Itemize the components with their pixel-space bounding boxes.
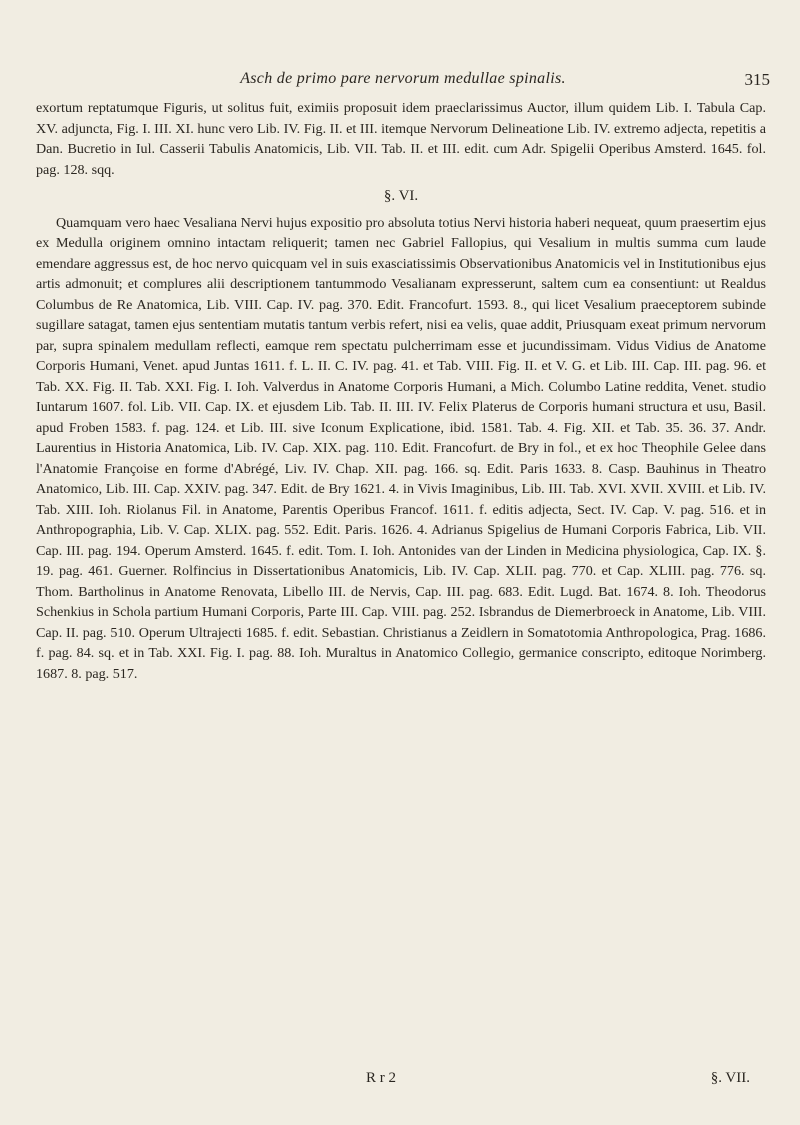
signature-mark: R r 2 <box>366 1070 396 1086</box>
section-heading: §. VI. <box>383 188 419 204</box>
page-header <box>36 70 770 94</box>
paragraph-continuation: exortum reptatumque Figuris, ut solitus fuit, eximiis proposuit idem praeclarissimus Auctor, illum quidem Lib. I. Tabula Cap. XV. adjuncta, Fig. I. III. XI. hunc vero Lib. IV. Fig. II. et III. itemque Nervorum Delineatione Lib. IV. extremo adjecta, repetitis a Dan. Bucretio in Iul. Casserii Tabulis Anatomicis, Lib. VII. Tab. II. et III. edit. cum Adr. Spigelii Operibus Amsterd. 1645. fol. pag. 128. sqq. <box>36 100 766 178</box>
running-title: Asch de primo pare nervorum medullae spinalis. <box>240 70 566 87</box>
catchword: §. VII. <box>710 1070 750 1086</box>
page-body <box>36 98 766 684</box>
page-number: 315 <box>744 70 770 89</box>
paragraph-section-vi: Quamquam vero haec Vesaliana Nervi hujus expositio pro absoluta totius Nervi historia haberi nequeat, quum praesertim ejus ex Medulla originem omnino intactam reliquerit; tamen nec Gabriel Fallopius, qui Vesalium in multis summa cum laude emendare aggressus est, de hoc nervo quicquam vel in suis exasciatissimis Observationibus Anatomicis vel in Institutionibus ejus artis admonuit; et complures alii descriptionem tantummodo Vesalianam expresserunt, saltem cum ea consentiunt: ut Realdus Columbus de Re Anatomica, Lib. VIII. Cap. IV. pag. 370. Edit. Francofurt. 1593. 8., qui licet Vesalium praeceptorem subinde sugillare satagat, tamen ejus sententiam mutatis tantum verbis refert, nisi ea velis, quae addit, Priusquam exeat primum nervorum par, supra spinalem medullam reflecti, eamque rem spectatu pulcherrimam esse et jucundissimam. Vidus Vidius de Anatome Corporis Humani, Venet. apud Juntas 1611. f. L. II. C. IV. pag. 41. et Tab. VIII. Fig. II. et V. G. et Lib. III. Cap. III. pag. 96. et Tab. XX. Fig. II. Tab. XXI. Fig. I. Ioh. Valverdus in Anatome Corporis Humani, a Mich. Columbo Latine reddita, Venet. studio Iuntarum 1607. fol. Lib. VII. Cap. IX. et ejusdem Lib. Tab. II. III. IV. Felix Platerus de Corporis humani structura et usu, Basil. apud Froben 1583. f. pag. 124. et Lib. III. sive Iconum Explicatione, ibid. 1581. Tab. 4. Fig. XII. et Tab. 35. 36. 37. Andr. Laurentius in Historia Anatomica, Lib. IV. Cap. XIX. pag. 110. Edit. Francofurt. de Bry in fol., et ex hoc Theophile Gelee dans l'Anatomie Françoise en forme d'Abrégé, Liv. IV. Chap. XII. pag. 166. sq. Edit. Paris 1633. 8. Casp. Bauhinus in Theatro Anatomico, Lib. III. Cap. XXIV. pag. 347. Edit. de Bry 1621. 4. in Vivis Imaginibus, Lib. III. Tab. XVI. XVII. XVIII. et Lib. IV. Tab. XIII. Ioh. Riolanus Fil. in Anatome, Parentis Operibus Francof. 1611. f. editis adjecta, Sect. IV. Cap. V. pag. 516. et in Anthropographia, Lib. V. Cap. XLIX. pag. 552. Edit. Paris. 1626. 4. Adrianus Spigelius de Humani Corporis Fabrica, Lib. VII. Cap. III. pag. 194. Operum Amsterd. 1645. f. edit. Tom. I. Ioh. Antonides van der Linden in Medicina physiologica, Cap. IX. §. 19. pag. 461. Guerner. Rolfincius in Dissertationibus Anatomicis, Lib. IV. Cap. XLII. pag. 770. et Cap. XLIII. pag. 776. sq. Thom. Bartholinus in Anatome Renovata, Libello III. de Nervis, Cap. III. pag. 683. Edit. Lugd. Bat. 1674. 8. Ioh. Theodorus Schenkius in Schola partium Humani Corporis, Parte III. Cap. VIII. pag. 252. Isbrandus de Diemerbroeck in Anatome, Lib. VIII. Cap. II. pag. 510. Operum Ultrajecti 1685. f. edit. Sebastian. Christianus a Zeidlern in Somatotomia Anthropologica, Prag. 1686. f. pag. 84. sq. et in Tab. XXI. Fig. I. pag. 88. Ioh. Muraltus in Anatomico Collegio, germanice conscripto, editoque Norimberg. 1687. 8. pag. 517. <box>36 214 767 682</box>
page-footer <box>36 1070 770 1094</box>
